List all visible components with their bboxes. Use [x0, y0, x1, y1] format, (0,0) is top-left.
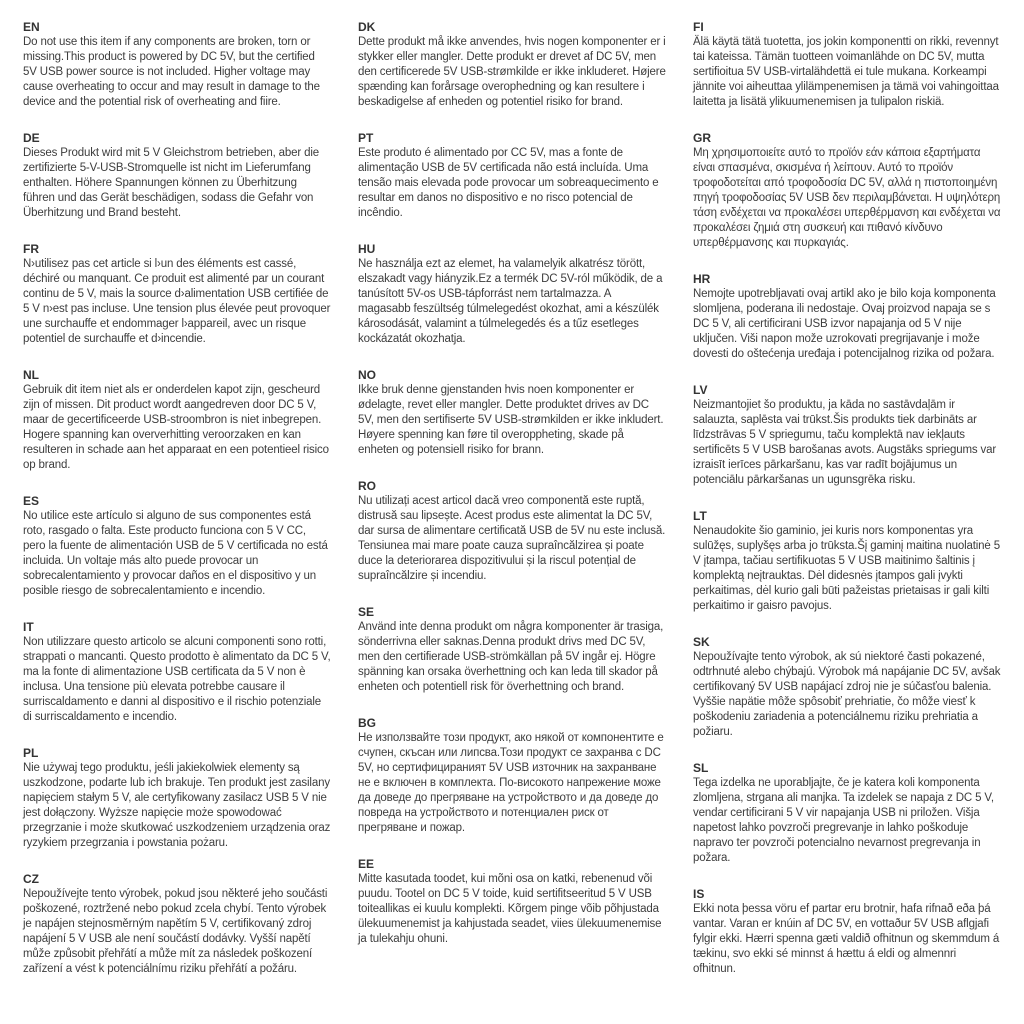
- language-section-en: [23, 20, 331, 110]
- language-section-nl: [23, 368, 331, 473]
- language-section-sk: [693, 635, 1001, 740]
- language-section-de: [23, 131, 331, 221]
- language-code-heading: NL: [23, 368, 39, 382]
- column-1: [23, 20, 331, 998]
- warning-paragraph: Μη χρησιμοποιείτε αυτό το προϊόν εάν κάποια εξαρτήματα είναι σπασμένα, σκισμένα ή λείπουν. Αυτό το προϊόν τροφοδοτείται από τροφοδοσία DC 5V, αλλά η πιστοποιημένη πηγή τροφοδοσίας 5V USB δεν περιλαμβάνεται. Η υψηλότερη τάση ενδέχεται να προκαλέσει υπερθέρμανση και ενδέχεται να προκαλέσει ζημιά στη συσκευή και πιθανό κίνδυνο υπερθέρμανσης και πυρκαγιάς.: [693, 147, 1001, 249]
- warning-paragraph: Gebruik dit item niet als er onderdelen kapot zijn, gescheurd zijn of missen. Dit product wordt aangedreven door DC 5 V, maar de gecertificeerde USB-stroombron is niet inbegrepen. Hogere spanning kan oververhitting veroorzaken en kan resulteren in schade aan het apparaat en een potentieel risico op brand.: [23, 384, 329, 471]
- language-section-it: [23, 620, 331, 725]
- warning-paragraph: Älä käytä tätä tuotetta, jos jokin komponentti on rikki, revennyt tai kateissa. Tämän tuotteen voimanlähde on DC 5V, mutta sertifioitua 5V USB-virtalähdettä ei tule mukana. Korkeampi jännite voi aiheuttaa ylilämpenemisen ja tämä voi vahingoittaa laitetta ja lisätä ylikuumenemisen ja tulipalon riskiä.: [693, 36, 999, 108]
- warning-paragraph: Nie używaj tego produktu, jeśli jakiekolwiek elementy są uszkodzone, podarte lub ich brakuje. Ten produkt jest zasilany napięciem stałym 5 V, ale certyfikowany zasilacz USB 5 V nie jest dołączony. Wyższe napięcie może spowodować przegrzanie i może skutkować uszkodzeniem urządzenia oraz ryzykiem przegrzania i powstania pożaru.: [23, 762, 331, 849]
- warning-paragraph: No utilice este artículo si alguno de sus componentes está roto, rasgado o falta. Este producto funciona con 5 V CC, pero la fuente de alimentación USB de 5 V certificada no está incluida. Un voltaje más alto puede provocar un sobrecalentamiento y provocar daños en el dispositivo y un posible riesgo de sobrecalentamiento e incendio.: [23, 510, 328, 597]
- warning-paragraph: Tega izdelka ne uporabljajte, če je katera koli komponenta zlomljena, strgana ali manjka. Ta izdelek se napaja z DC 5 V, vendar certificirani 5 V vir napajanja USB ni priložen. Višja napetost lahko povzroči pregrevanje in lahko poškoduje napravo ter povzroči potencialno nevarnost pregrevanja in požara.: [693, 777, 994, 864]
- language-code-heading: DE: [23, 131, 40, 145]
- language-section-cz: [23, 872, 331, 977]
- language-section-bg: [358, 716, 666, 836]
- language-code-heading: PL: [23, 746, 39, 760]
- language-code-heading: EN: [23, 20, 40, 34]
- language-section-dk: [358, 20, 666, 110]
- warning-paragraph: Använd inte denna produkt om några komponenter är trasiga, sönderrivna eller saknas.Denna produkt drivs med DC 5V, men den certifierade USB-strömkällan på 5V ingår ej. Högre spänning kan orsaka överhettning och kan leda till skador på enheten och potentiell risk för överhettning och brand.: [358, 621, 664, 693]
- warning-paragraph: Nenaudokite šio gaminio, jei kuris nors komponentas yra sulūžęs, suplyšęs arba jo trūksta.Šį gaminį maitina nuolatinė 5 V įtampa, tačiau sertifikuotas 5 V USB maitinimo šaltinis į komplektą neįtrauktas. Dėl didesnės įtampos gali įvykti perkaitimas, dėl kurio gali būti pažeistas prietaisas ir gali kilti perkaitimo ir gaisro pavojus.: [693, 525, 1000, 612]
- language-code-heading: FR: [23, 242, 39, 256]
- language-section-lt: [693, 509, 1001, 614]
- language-section-fi: [693, 20, 1001, 110]
- language-code-heading: ES: [23, 494, 40, 508]
- language-code-heading: DK: [358, 20, 376, 34]
- language-section-ro: [358, 479, 666, 584]
- language-code-heading: SL: [693, 761, 709, 775]
- language-code-heading: FI: [693, 20, 704, 34]
- language-section-fr: [23, 242, 331, 347]
- warning-paragraph: Este produto é alimentado por CC 5V, mas a fonte de alimentação USB de 5V certificada não está incluída. Uma tensão mais elevada pode provocar um sobreaquecimento e resultar em danos no dispositivo e no risco potencial de incêndio.: [358, 147, 659, 219]
- warning-paragraph: Mitte kasutada toodet, kui mõni osa on katki, rebenenud või puudu. Tootel on DC 5 V toide, kuid sertifitseeritud 5 V USB toiteallikas ei kuulu komplekti. Kõrgem pinge võib põhjustada ülekuumenemist ja kahjustada seadet, viies ülekuumenemise ja tulekahju ohuni.: [358, 873, 662, 945]
- warning-paragraph: Ikke bruk denne gjenstanden hvis noen komponenter er ødelagte, revet eller mangler. Dette produktet drives av DC 5V, men den sertifiserte 5V USB-strømkilden er ikke inkludert. Høyere spenning kan føre til overoppheting, skade på enheten og potensiell risiko for brann.: [358, 384, 664, 456]
- warning-paragraph: Ekki nota þessa vöru ef partar eru brotnir, hafa rifnað eða þá vantar. Varan er knúin af DC 5V, en vottaður 5V USB aflgjafi fylgir ekki. Hærri spenna gæti valdið ofhitnun og skemmdum á tækinu, svo ekki sé minnst á hættu á eldi og almennri ofhitnun.: [693, 903, 1000, 975]
- language-section-ee: [358, 857, 666, 947]
- language-code-heading: BG: [358, 716, 376, 730]
- language-section-pt: [358, 131, 666, 221]
- warning-paragraph: Nepoužívajte tento výrobok, ak sú niektoré časti pokazené, odtrhnuté alebo chýbajú. Výrobok má napájanie DC 5V, avšak certifikovaný 5V USB napájací zdroj nie je súčasťou balenia. Vyššie napätie môže spôsobiť prehriatie, čo môže viesť k poškodeniu zariadenia a potenciálnemu riziku prehriatia a požiaru.: [693, 651, 1001, 738]
- language-section-is: [693, 887, 1001, 977]
- language-code-heading: PT: [358, 131, 374, 145]
- language-code-heading: IS: [693, 887, 705, 901]
- language-code-heading: SE: [358, 605, 375, 619]
- language-section-no: [358, 368, 666, 458]
- language-code-heading: SK: [693, 635, 710, 649]
- language-code-heading: LT: [693, 509, 707, 523]
- warning-paragraph: Nepoužívejte tento výrobek, pokud jsou některé jeho součásti poškozené, roztržené nebo pokud zcela chybí. Tento výrobek je napájen stejnosměrným napětím 5 V, certifikovaný zdroj napájení 5 V USB ale není součástí dodávky. Vyšší napětí může způsobit přehřátí a může mít za následek poškození zařízení a vést k potenciálnímu riziku přehřátí a požáru.: [23, 888, 328, 975]
- language-code-heading: EE: [358, 857, 375, 871]
- language-section-sl: [693, 761, 1001, 866]
- language-section-se: [358, 605, 666, 695]
- language-section-es: [23, 494, 331, 599]
- language-code-heading: LV: [693, 383, 708, 397]
- language-code-heading: NO: [358, 368, 376, 382]
- language-section-hr: [693, 272, 1001, 362]
- warning-paragraph: Dieses Produkt wird mit 5 V Gleichstrom betrieben, aber die zertifizierte 5-V-USB-Stromquelle ist nicht im Lieferumfang enthalten. Höhere Spannungen können zu Überhitzung führen und das Gerät beschädigen, sodass die Gefahr von Überhitzung und Brand besteht.: [23, 147, 320, 219]
- language-section-hu: [358, 242, 666, 347]
- language-section-lv: [693, 383, 1001, 488]
- column-3: [693, 20, 1001, 998]
- language-code-heading: HR: [693, 272, 711, 286]
- language-code-heading: GR: [693, 131, 711, 145]
- warning-paragraph: Dette produkt må ikke anvendes, hvis nogen komponenter er i stykker eller mangler. Dette produkt er drevet af DC 5V, men den certificerede 5V USB-strømkilde er ikke inkluderet. Højere spænding kan forårsage overophedning og kan resultere i beskadigelse af enheden og potentiel risiko for brand.: [358, 36, 666, 108]
- language-code-heading: RO: [358, 479, 376, 493]
- warning-paragraph: Nu utilizați acest articol dacă vreo componentă este ruptă, distrusă sau lipsește. Acest produs este alimentat la DC 5V, dar sursa de alimentare certificată USB de 5V nu este inclusă. Tensiunea mai mare poate cauza supraîncălzirea și poate duce la deteriorarea dispozitivului și la riscul potențial de supraîncălzire și incendiu.: [358, 495, 666, 582]
- language-code-heading: HU: [358, 242, 376, 256]
- warning-paragraph: Nemojte upotrebljavati ovaj artikl ako je bilo koja komponenta slomljena, poderana ili nedostaje. Ovaj proizvod napaja se s DC 5 V, ali certificirani USB izvor napajanja od 5 V nije uključen. Viši napon može uzrokovati pregrijavanje i može dovesti do oštećenja uređaja i potencijalnog rizika od požara.: [693, 288, 996, 360]
- warning-paragraph: Neizmantojiet šo produktu, ja kāda no sastāvdaļām ir salauzta, saplēsta vai trūkst.Šis produkts tiek darbināts ar līdzstrāvas 5 V spriegumu, taču komplektā nav iekļauts sertificēts 5 V USB barošanas avots. Augstāks spriegums var izraisīt ierīces pārkaršanu, kas var radīt bojājumus un potenciālu pārkaršanas un ugunsgrēka risku.: [693, 399, 997, 486]
- warning-paragraph: Non utilizzare questo articolo se alcuni componenti sono rotti, strappati o mancanti. Questo prodotto è alimentato da DC 5 V, ma la fonte di alimentazione USB certificata da 5 V non è inclusa. Una tensione più elevata potrebbe causare il surriscaldamento e danni al dispositivo e il rischio potenziale di surriscaldamento e incendio.: [23, 636, 331, 723]
- language-section-pl: [23, 746, 331, 851]
- warning-paragraph: Do not use this item if any components are broken, torn or missing.This product is powered by DC 5V, but the certified 5V USB power source is not included. Higher voltage may cause overheating to occur and may result in damage to the device and the potential risk of overheating and fiire.: [23, 36, 320, 108]
- warning-paragraph: Не използвайте този продукт, ако някой от компонентите е счупен, скъсан или липсва.Този продукт се захранва с DC 5V, но сертифицираният 5V USB източник на захранване не е включен в комплекта. По-високото напрежение може да доведе до прегряване на устройството и да доведе до повреда на устройството и потенциален риск от прегряване и пожар.: [358, 732, 664, 834]
- language-code-heading: CZ: [23, 872, 39, 886]
- column-2: [358, 20, 666, 998]
- language-code-heading: IT: [23, 620, 34, 634]
- warning-paragraph: Ne használja ezt az elemet, ha valamelyik alkatrész törött, elszakadt vagy hiányzik.Ez a termék DC 5V-ról működik, de a tanúsított 5V-os USB-tápforrást nem tartalmazza. A magasabb feszültség túlmelegedést okozhat, ami a készülék károsodását, valamint a túlmelegedés és a tűz esetleges kockázatát okozhatja.: [358, 258, 663, 345]
- warning-paragraph: N›utilisez pas cet article si l›un des éléments est cassé, déchiré ou manquant. Ce produit est alimenté par un courant continu de 5 V, mais la source d›alimentation USB certifiée de 5 V n›est pas incluse. Une tension plus élevée peut provoquer une surchauffe et endommager l›appareil, avec un risque potentiel de surchauffe et d›incendie.: [23, 258, 331, 345]
- language-section-gr: [693, 131, 1001, 251]
